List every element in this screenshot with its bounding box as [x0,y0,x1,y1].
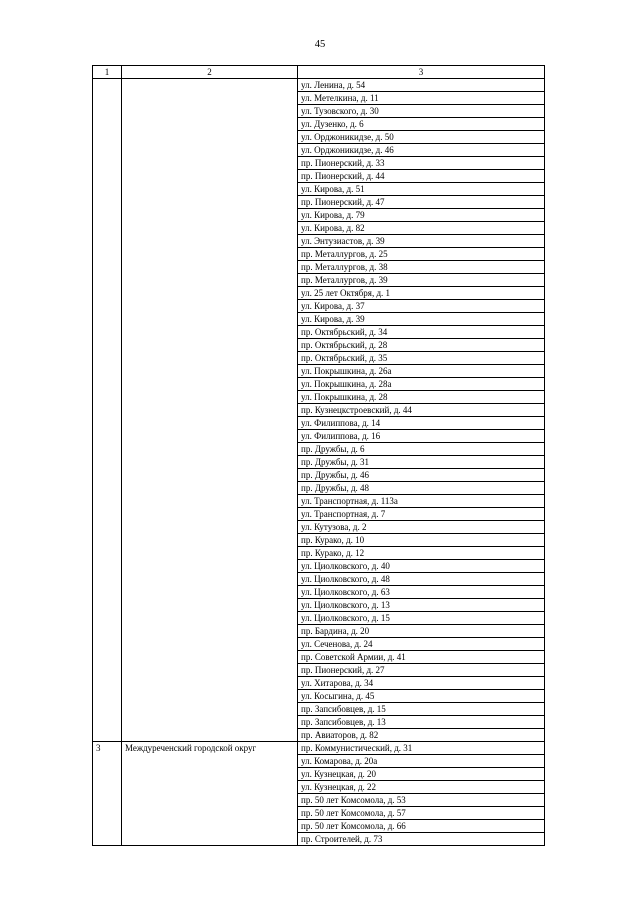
header-col-2: 2 [122,66,298,79]
address-cell: пр. 50 лет Комсомола, д. 66 [298,820,545,833]
address-cell: пр. Советской Армии, д. 41 [298,651,545,664]
address-cell: пр. Дружбы, д. 46 [298,469,545,482]
address-cell: ул. Филиппова, д. 16 [298,430,545,443]
address-cell: ул. Орджоникидзе, д. 50 [298,131,545,144]
table-header-row [93,66,545,79]
address-cell: пр. 50 лет Комсомола, д. 53 [298,794,545,807]
address-cell: ул. Циолковского, д. 15 [298,612,545,625]
address-cell: ул. Циолковского, д. 48 [298,573,545,586]
address-cell: ул. Кузнецкая, д. 22 [298,781,545,794]
address-cell: ул. Энтузиастов, д. 39 [298,235,545,248]
address-cell: ул. Филиппова, д. 14 [298,417,545,430]
address-cell: пр. Курако, д. 10 [298,534,545,547]
address-cell: пр. 50 лет Комсомола, д. 57 [298,807,545,820]
address-cell: ул. Транспортная, д. 113а [298,495,545,508]
address-cell: ул. Тузовского, д. 30 [298,105,545,118]
address-cell: ул. Кутузова, д. 2 [298,521,545,534]
address-cell: пр. Металлургов, д. 25 [298,248,545,261]
address-cell: ул. Орджоникидзе, д. 46 [298,144,545,157]
address-table [92,65,545,846]
address-cell: пр. Дружбы, д. 6 [298,443,545,456]
address-cell: ул. Ленина, д. 54 [298,79,545,92]
address-cell: ул. Циолковского, д. 63 [298,586,545,599]
address-cell: ул. Дузенко, д. 6 [298,118,545,131]
address-cell: пр. Коммунистический, д. 31 [298,742,545,755]
address-cell: ул. Кирова, д. 51 [298,183,545,196]
address-cell: ул. Кирова, д. 39 [298,313,545,326]
table-row [93,742,545,755]
address-cell: пр. Металлургов, д. 39 [298,274,545,287]
address-cell: ул. Косыгина, д. 45 [298,690,545,703]
address-cell: пр. Бардина, д. 20 [298,625,545,638]
address-cell: ул. Кирова, д. 82 [298,222,545,235]
address-cell: ул. 25 лет Октября, д. 1 [298,287,545,300]
address-cell: пр. Пионерский, д. 47 [298,196,545,209]
address-cell: пр. Строителей, д. 73 [298,833,545,846]
group-name [122,79,298,742]
header-col-1: 1 [93,66,122,79]
group-number: 3 [93,742,122,846]
address-cell: ул. Циолковского, д. 40 [298,560,545,573]
address-cell: ул. Покрышкина, д. 26а [298,365,545,378]
address-cell: ул. Покрышкина, д. 28 [298,391,545,404]
address-cell: ул. Кирова, д. 37 [298,300,545,313]
address-cell: ул. Комарова, д. 20а [298,755,545,768]
address-cell: ул. Сеченова, д. 24 [298,638,545,651]
address-cell: ул. Кирова, д. 79 [298,209,545,222]
address-cell: ул. Хитарова, д. 34 [298,677,545,690]
header-col-3: 3 [298,66,545,79]
address-cell: ул. Покрышкина, д. 28а [298,378,545,391]
address-cell: пр. Октябрьский, д. 34 [298,326,545,339]
page-number: 45 [314,39,326,50]
address-cell: пр. Дружбы, д. 31 [298,456,545,469]
address-cell: пр. Пионерский, д. 33 [298,157,545,170]
address-cell: пр. Пионерский, д. 44 [298,170,545,183]
address-cell: пр. Октябрьский, д. 35 [298,352,545,365]
table-body [93,79,545,846]
group-name: Междуреченский городской округ [122,742,298,846]
table-row [93,79,545,92]
address-cell: ул. Кузнецкая, д. 20 [298,768,545,781]
group-number [93,79,122,742]
address-cell: ул. Циолковского, д. 13 [298,599,545,612]
address-cell: пр. Пионерский, д. 27 [298,664,545,677]
address-cell: пр. Кузнецкстроевский, д. 44 [298,404,545,417]
address-cell: пр. Запсибовцев, д. 13 [298,716,545,729]
address-cell: пр. Октябрьский, д. 28 [298,339,545,352]
address-cell: ул. Транспортная, д. 7 [298,508,545,521]
address-cell: пр. Дружбы, д. 48 [298,482,545,495]
address-cell: пр. Курако, д. 12 [298,547,545,560]
address-cell: пр. Авиаторов, д. 82 [298,729,545,742]
address-cell: пр. Запсибовцев, д. 15 [298,703,545,716]
address-cell: пр. Металлургов, д. 38 [298,261,545,274]
address-cell: ул. Метелкина, д. 11 [298,92,545,105]
